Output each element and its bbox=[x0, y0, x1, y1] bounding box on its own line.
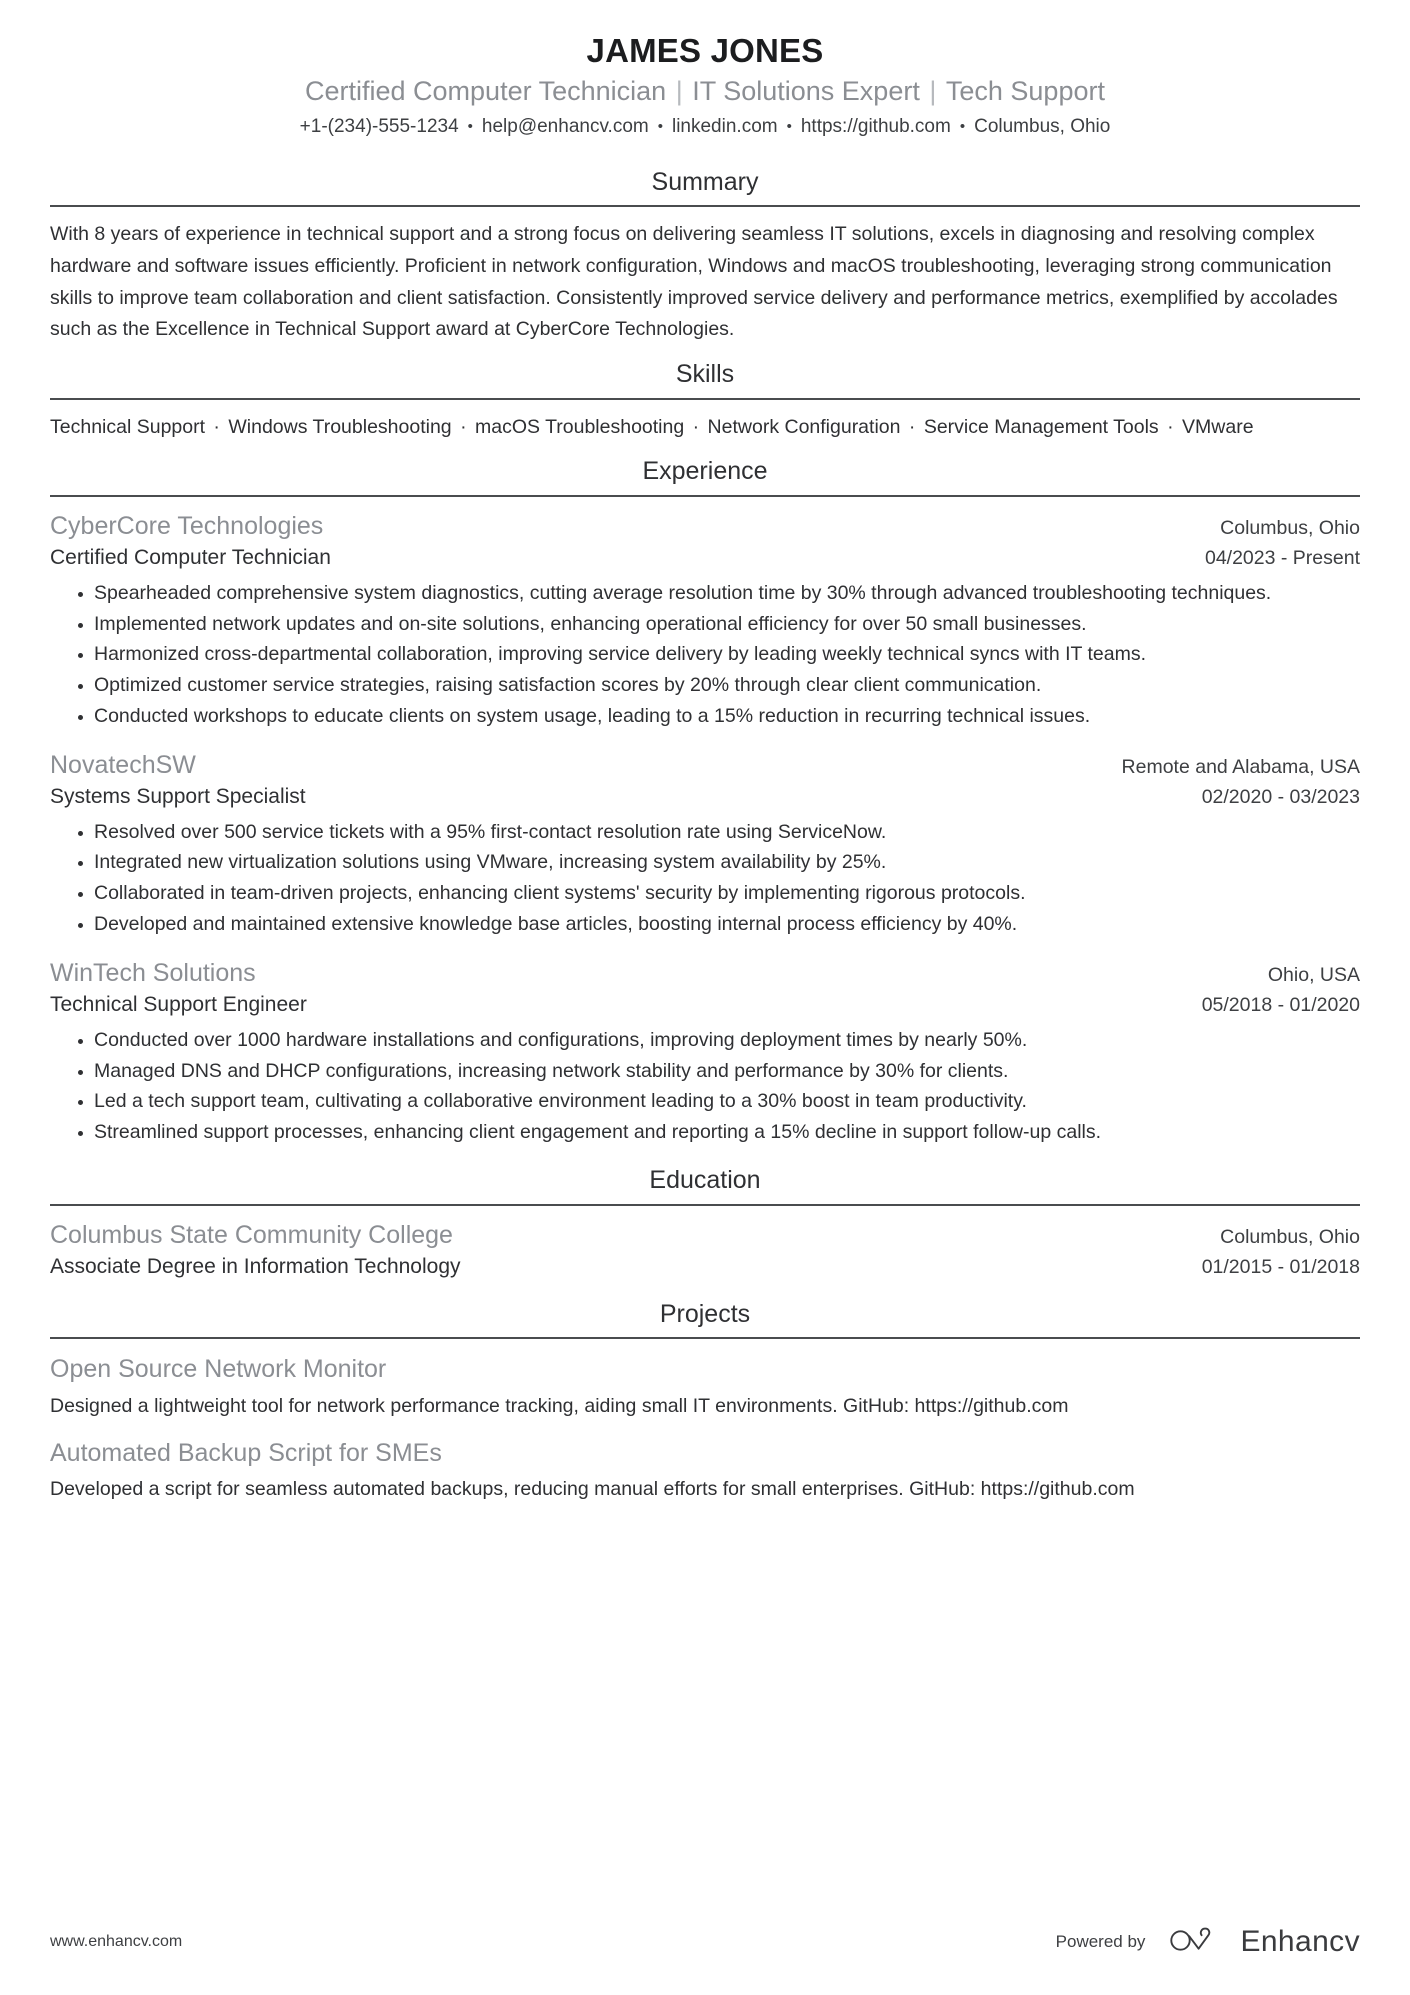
education-entry-list bbox=[50, 1218, 1360, 1282]
project-entry-list bbox=[50, 1351, 1360, 1504]
candidate-name: JAMES JONES bbox=[586, 32, 824, 69]
skill-item: Technical Support bbox=[50, 415, 206, 438]
section-divider bbox=[50, 495, 1360, 497]
project-name: Open Source Network Monitor bbox=[50, 1355, 387, 1384]
footer-website-url[interactable]: www.enhancv.com bbox=[50, 1932, 183, 1950]
skill-separator: · bbox=[454, 415, 472, 438]
job-title: Systems Support Specialist bbox=[50, 785, 306, 809]
job-bullet-item: Resolved over 500 service tickets with a 95% first-contact resolution rate using ServiceNow. bbox=[78, 818, 1360, 848]
entry-role-row bbox=[50, 783, 1360, 811]
page-footer bbox=[50, 1924, 1360, 1959]
headline-separator: | bbox=[668, 76, 691, 107]
skill-item: Windows Troubleshooting bbox=[228, 415, 452, 438]
job-bullet-item: Streamlined support processes, enhancing client engagement and reporting a 15% decline in support follow-up calls. bbox=[78, 1118, 1360, 1148]
skills-list bbox=[50, 412, 1360, 444]
contact-item[interactable]: https://github.com bbox=[800, 116, 951, 137]
job-bullet-item: Integrated new virtualization solutions using VMware, increasing system availability by 25%. bbox=[78, 848, 1360, 878]
education-entry bbox=[50, 1218, 1360, 1282]
candidate-headline bbox=[50, 75, 1360, 109]
entry-degree-row bbox=[50, 1253, 1360, 1281]
skill-item: Network Configuration bbox=[707, 415, 901, 438]
job-date-range: 02/2020 - 03/2023 bbox=[1201, 786, 1360, 809]
entry-org-row bbox=[50, 509, 1360, 545]
section-title-summary: Summary bbox=[651, 167, 759, 196]
skill-item: macOS Troubleshooting bbox=[475, 415, 685, 438]
section-divider bbox=[50, 1337, 1360, 1339]
section-divider bbox=[50, 398, 1360, 400]
job-bullet-item: Spearheaded comprehensive system diagnostics, cutting average resolution time by 30% through advanced troubleshooting techniques. bbox=[78, 579, 1360, 609]
contact-separator-dot: • bbox=[959, 118, 966, 136]
job-bullet-list bbox=[50, 818, 1360, 940]
section-experience bbox=[50, 455, 1360, 1152]
job-date-range: 05/2018 - 01/2020 bbox=[1201, 994, 1360, 1017]
contact-separator-dot: • bbox=[657, 118, 663, 136]
experience-entry-list bbox=[50, 509, 1360, 1148]
project-description: Developed a script for seamless automated backups, reducing manual efforts for small enterprises. GitHub: https://github.com bbox=[50, 1478, 1135, 1501]
entry-role-row bbox=[50, 544, 1360, 572]
footer-branding bbox=[1056, 1924, 1360, 1959]
contact-separator-dot: • bbox=[786, 118, 792, 136]
entry-org-row bbox=[50, 748, 1360, 784]
enhancv-brand bbox=[1167, 1924, 1360, 1959]
job-bullet-item: Led a tech support team, cultivating a collaborative environment leading to a 30% boost in team productivity. bbox=[78, 1087, 1360, 1117]
employer-location: Columbus, Ohio bbox=[1220, 516, 1360, 539]
employer-name: CyberCore Technologies bbox=[50, 511, 324, 540]
resume-header bbox=[50, 30, 1360, 140]
degree-date-range: 01/2015 - 01/2018 bbox=[1201, 1256, 1360, 1279]
employer-name: NovatechSW bbox=[50, 750, 196, 779]
school-name: Columbus State Community College bbox=[50, 1220, 453, 1249]
project-name: Automated Backup Script for SMEs bbox=[50, 1438, 442, 1467]
job-bullet-item: Implemented network updates and on-site solutions, enhancing operational efficiency for over 50 small businesses. bbox=[78, 610, 1360, 640]
job-bullet-list bbox=[50, 579, 1360, 732]
job-bullet-item: Collaborated in team-driven projects, enhancing client systems' security by implementing rigorous protocols. bbox=[78, 879, 1360, 909]
skill-separator: · bbox=[208, 415, 226, 438]
employer-name: WinTech Solutions bbox=[50, 958, 256, 987]
job-date-range: 04/2023 - Present bbox=[1204, 547, 1360, 570]
skill-separator: · bbox=[687, 415, 705, 438]
summary-paragraph: With 8 years of experience in technical support and a strong focus on delivering seamless IT solutions, excels in diagnosing and resolving complex hardware and software issues efficiently. Proficient in network configuration, Windows and macOS troubleshooting, leveraging strong communication skills to improve team collaboration and client satisfaction. Consistently improved service delivery and performance metrics, exemplified by accolades such as the Excellence in Technical Support award at CyberCore Technologies. bbox=[50, 223, 1338, 341]
section-title-projects: Projects bbox=[659, 1299, 751, 1328]
contact-separator-dot: • bbox=[467, 118, 473, 136]
degree-title: Associate Degree in Information Technology bbox=[50, 1255, 461, 1279]
section-title-experience: Experience bbox=[642, 457, 768, 486]
powered-by-label: Powered by bbox=[1055, 1931, 1146, 1951]
experience-entry bbox=[50, 509, 1360, 732]
project-entry bbox=[50, 1351, 1360, 1421]
skill-separator: · bbox=[903, 415, 921, 438]
job-bullet-item: Conducted over 1000 hardware installations and configurations, improving deployment times by nearly 50%. bbox=[78, 1026, 1360, 1056]
section-summary bbox=[50, 166, 1360, 346]
project-entry bbox=[50, 1435, 1360, 1505]
enhancv-logo-icon bbox=[1167, 1924, 1227, 1959]
school-location: Columbus, Ohio bbox=[1220, 1225, 1360, 1248]
job-bullet-list bbox=[50, 1026, 1360, 1148]
job-title: Certified Computer Technician bbox=[50, 546, 331, 570]
contact-item[interactable]: +1-(234)-555-1234 bbox=[299, 116, 459, 137]
job-title: Technical Support Engineer bbox=[50, 993, 307, 1017]
contact-item[interactable]: Columbus, Ohio bbox=[974, 116, 1111, 137]
section-title-skills: Skills bbox=[675, 359, 735, 388]
skill-item: Service Management Tools bbox=[923, 415, 1159, 438]
headline-part: IT Solutions Expert bbox=[692, 76, 920, 107]
experience-entry bbox=[50, 956, 1360, 1148]
entry-school-row bbox=[50, 1218, 1360, 1254]
headline-part: Certified Computer Technician bbox=[305, 76, 667, 107]
skill-separator: · bbox=[1161, 415, 1180, 438]
job-bullet-item: Developed and maintained extensive knowledge base articles, boosting internal process efficiency by 40%. bbox=[78, 910, 1360, 940]
job-bullet-item: Conducted workshops to educate clients on system usage, leading to a 15% reduction in recurring technical issues. bbox=[78, 702, 1360, 732]
enhancv-brand-name: Enhancv bbox=[1240, 1924, 1360, 1958]
contact-item[interactable]: linkedin.com bbox=[671, 116, 778, 137]
employer-location: Remote and Alabama, USA bbox=[1121, 755, 1360, 778]
entry-org-row bbox=[50, 956, 1360, 992]
job-bullet-item: Optimized customer service strategies, raising satisfaction scores by 20% through clear client communication. bbox=[78, 671, 1360, 701]
section-projects bbox=[50, 1298, 1360, 1519]
entry-role-row bbox=[50, 991, 1360, 1019]
section-divider bbox=[50, 1204, 1360, 1206]
section-education bbox=[50, 1164, 1360, 1286]
skill-item: VMware bbox=[1182, 415, 1254, 438]
contact-item[interactable]: help@enhancv.com bbox=[481, 116, 649, 137]
experience-entry bbox=[50, 748, 1360, 940]
job-bullet-item: Harmonized cross-departmental collaboration, improving service delivery by leading weekly technical syncs with IT teams. bbox=[78, 640, 1360, 670]
headline-part: Tech Support bbox=[945, 76, 1105, 107]
headline-separator: | bbox=[921, 76, 944, 107]
section-divider bbox=[50, 205, 1360, 207]
employer-location: Ohio, USA bbox=[1267, 963, 1360, 986]
project-description: Designed a lightweight tool for network performance tracking, aiding small IT environments. GitHub: https://github.com bbox=[50, 1394, 1069, 1417]
section-skills bbox=[50, 358, 1360, 443]
job-bullet-item: Managed DNS and DHCP configurations, increasing network stability and performance by 30% for clients. bbox=[78, 1057, 1360, 1087]
section-title-education: Education bbox=[649, 1166, 761, 1195]
contact-info-row bbox=[50, 115, 1360, 140]
